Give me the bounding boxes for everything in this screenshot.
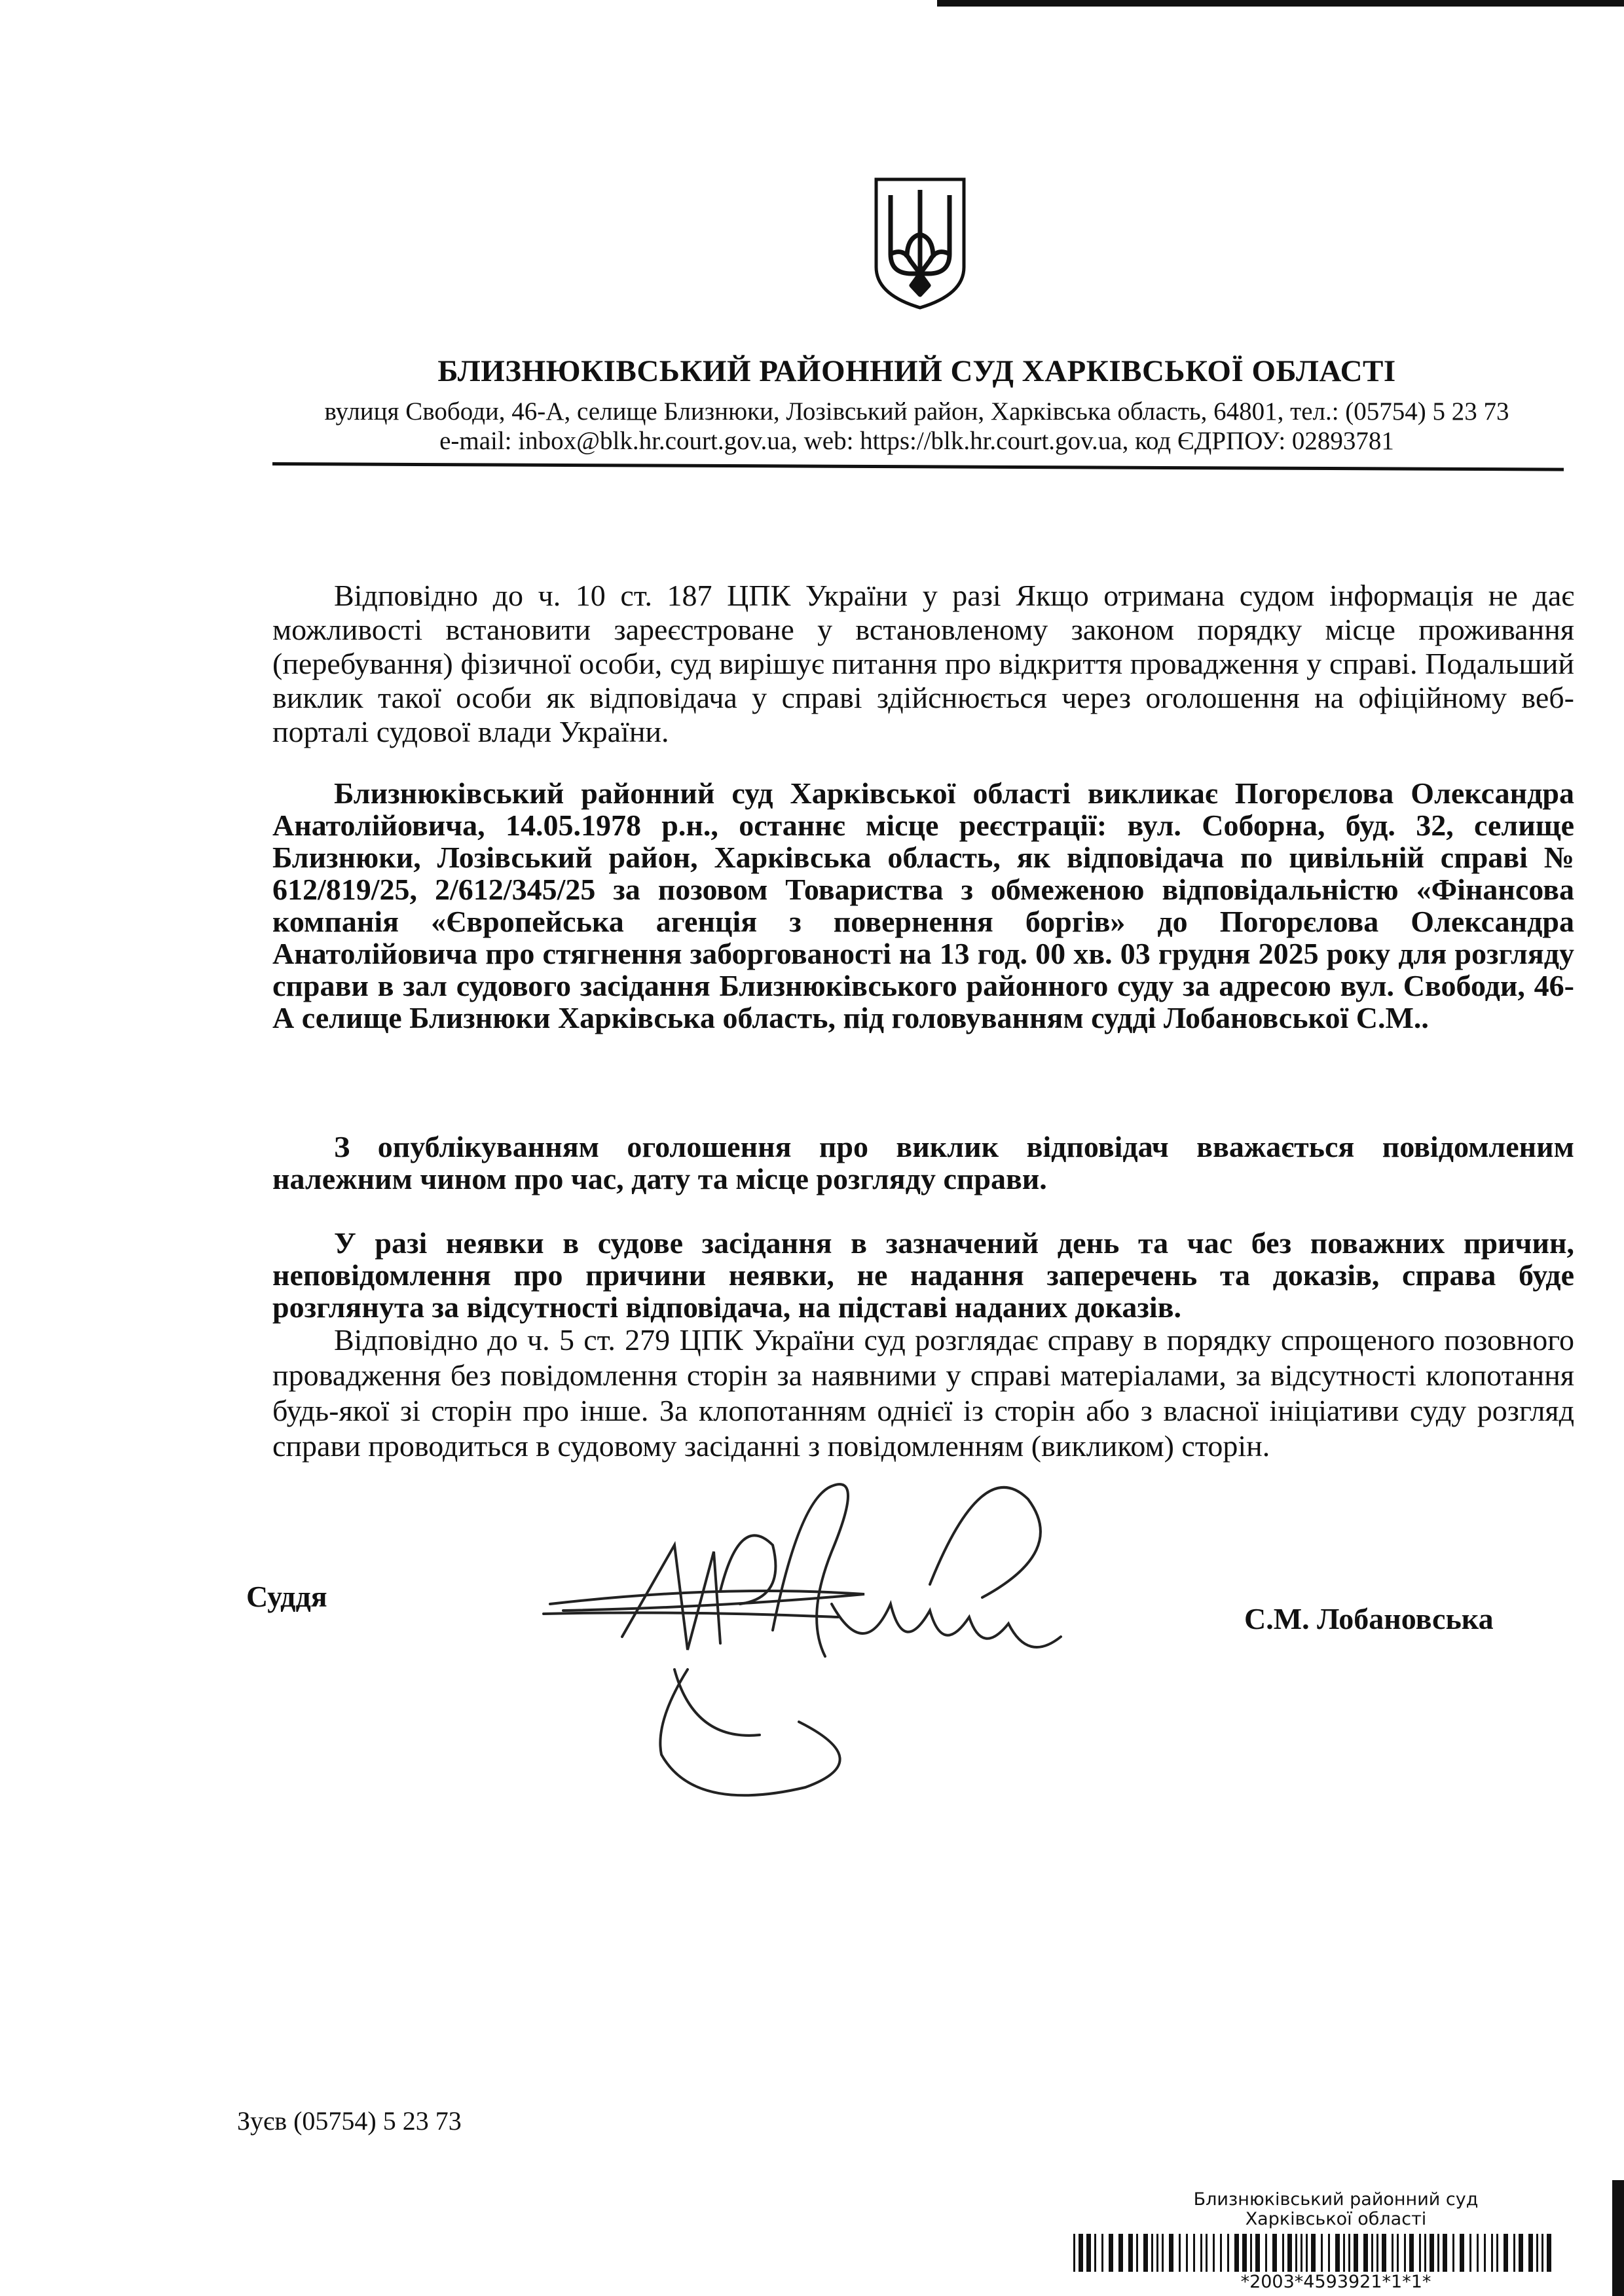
judge-name: С.М. Лобановська: [1244, 1602, 1494, 1635]
barcode-bar: [1169, 2234, 1173, 2272]
trident-emblem-icon: [871, 175, 969, 310]
barcode-bar: [1213, 2234, 1215, 2272]
barcode-bar: [1220, 2234, 1222, 2272]
barcode-bar: [1272, 2234, 1277, 2272]
paragraph-notice: З опублікуванням оголошення про виклик відповідач вважається повідомленим належним чином про час, дату та місце розгляду справи.: [272, 1130, 1574, 1195]
barcode-bar: [1151, 2234, 1153, 2272]
scan-edge-bar: [937, 0, 1624, 7]
barcode-bar: [1321, 2234, 1323, 2272]
barcode-bar: [1536, 2234, 1538, 2272]
barcode-bar: [1430, 2234, 1434, 2272]
court-address: вулиця Свободи, 46-А, селище Близнюки, Лозівський район, Харківська область, 64801, тел.: (05754) 5 23 73: [324, 397, 1509, 426]
barcode-bar: [1136, 2234, 1138, 2272]
barcode-bar: [1328, 2234, 1330, 2272]
barcode-bar: [1156, 2234, 1158, 2272]
barcode-bar: [1301, 2234, 1302, 2272]
court-title: БЛИЗНЮКІВСЬКИЙ РАЙОННИЙ СУД ХАРКІВСЬКОЇ ОБЛАСТІ: [437, 354, 1396, 388]
barcode-bar: [1504, 2234, 1508, 2272]
barcode-bar: [1404, 2234, 1406, 2272]
barcode-bar: [1265, 2234, 1267, 2272]
barcode-bar: [1541, 2234, 1543, 2272]
judge-label: Суддя: [246, 1580, 327, 1613]
barcode-bar: [1086, 2234, 1091, 2272]
barcode-bar: [1528, 2234, 1533, 2272]
barcode-bar: [1484, 2234, 1486, 2272]
barcode-bar: [1397, 2234, 1399, 2272]
barcode-bar: [1519, 2234, 1523, 2272]
barcode-bar: [1143, 2234, 1148, 2272]
barcode-bar: [1186, 2234, 1188, 2272]
barcode-bar: [1382, 2234, 1386, 2272]
barcode-bar: [1079, 2234, 1083, 2272]
barcode-bar: [1469, 2234, 1471, 2272]
barcode-bar: [1287, 2234, 1292, 2272]
barcode-bar: [1118, 2234, 1123, 2272]
barcode-bar: [1227, 2234, 1229, 2272]
barcode: [1073, 2234, 1552, 2272]
barcode-bar: [1371, 2234, 1373, 2272]
barcode-bar: [1392, 2234, 1393, 2272]
barcode-bar: [1234, 2234, 1239, 2272]
barcode-bar: [1311, 2234, 1316, 2272]
paragraph-absence: У разі неявки в судове засідання в зазначений день та час без поважних причин, неповідомлення про причини неявки, не надання заперечень та доказів, справа буде розглянута за відсутності відповідача, на підставі наданих доказів.: [272, 1226, 1574, 1324]
barcode-bar: [1443, 2234, 1447, 2272]
barcode-bar: [1354, 2234, 1358, 2272]
barcode-bar: [1343, 2234, 1345, 2272]
barcode-bar: [1376, 2234, 1378, 2272]
paragraph-legal-basis: Відповідно до ч. 10 ст. 187 ЦПК України у разі Якщо отримана судом інформація не дає можливості встановити зареєстроване у встановленому законом порядку місце проживання (перебування) фізичної особи, суд вирішує питання про відкриття провадження у справі. Подальший виклик такої особи як відповідача у справі здійснюється через оголошення на офіційному веб-порталі судової влади України.: [272, 579, 1574, 748]
barcode-bar: [1109, 2234, 1113, 2272]
barcode-bar: [1242, 2234, 1247, 2272]
barcode-bar: [1547, 2234, 1551, 2272]
barcode-bar: [1452, 2234, 1454, 2272]
barcode-bar: [1162, 2234, 1164, 2272]
barcode-number: *2003*4593921*1*1*: [1240, 2272, 1431, 2292]
barcode-bar: [1073, 2234, 1075, 2272]
barcode-bar: [1419, 2234, 1421, 2272]
handwritten-signature: [524, 1473, 1126, 1820]
barcode-bar: [1250, 2234, 1252, 2272]
barcode-bar: [1255, 2234, 1260, 2272]
barcode-bar: [1179, 2234, 1181, 2272]
barcode-bar: [1094, 2234, 1096, 2272]
barcode-bar: [1282, 2234, 1284, 2272]
barcode-bar: [1460, 2234, 1464, 2272]
barcode-bar: [1335, 2234, 1340, 2272]
barcode-bar: [1424, 2234, 1426, 2272]
barcode-bar: [1348, 2234, 1350, 2272]
executor-contact: Зуєв (05754) 5 23 73: [237, 2106, 462, 2136]
stamp-court-region: Харківської області: [1245, 2209, 1427, 2229]
barcode-bar: [1101, 2234, 1103, 2272]
paragraph-summons: Близнюківський районний суд Харківської області викликає Погорєлова Олександра Анатолійовича, 14.05.1978 р.н., останнє місце реєстрації: вул. Соборна, буд. 32, селище Близнюки, Лозівський район, Харківська область, як відповідача по цивільній справі № 612/819/25, 2/612/345/25 за позовом Товариства з обмеженою відповідальністю «Фінансова компанія «Європейська агенція з повернення боргів» до Погорєлова Олександра Анатолійовича про стягнення заборгованості на 13 год. 00 хв. 03 грудня 2025 року для розгляду справи в зал судового засідання Близнюківського районного суду за адресою вул. Свободи, 46-А селище Близнюки Харківська область, під головуванням судді Лобановської С.М..: [272, 776, 1574, 1034]
barcode-bar: [1200, 2234, 1202, 2272]
scan-edge-strip: [1612, 2180, 1624, 2296]
header-divider: [272, 462, 1564, 471]
barcode-bar: [1496, 2234, 1498, 2272]
barcode-bar: [1409, 2234, 1414, 2272]
barcode-bar: [1513, 2234, 1515, 2272]
barcode-bar: [1477, 2234, 1479, 2272]
barcode-bar: [1295, 2234, 1297, 2272]
barcode-bar: [1363, 2234, 1368, 2272]
barcode-bar: [1491, 2234, 1493, 2272]
stamp-court-name: Близнюківський районний суд: [1193, 2189, 1479, 2210]
barcode-bar: [1437, 2234, 1439, 2272]
barcode-bar: [1193, 2234, 1195, 2272]
court-contacts: e-mail: inbox@blk.hr.court.gov.ua, web: https://blk.hr.court.gov.ua, код ЄДРПОУ: 02893781: [439, 427, 1394, 455]
barcode-bar: [1128, 2234, 1133, 2272]
barcode-bar: [1306, 2234, 1308, 2272]
barcode-bar: [1206, 2234, 1208, 2272]
paragraph-procedure: Відповідно до ч. 5 ст. 279 ЦПК України суд розглядає справу в порядку спрощеного позовного провадження без повідомлення сторін за наявними у справі матеріалами, за відсутності клопотання будь-якої зі сторін про інше. За клопотанням однієї із сторін або з власної ініціативи суду розгляд справи проводиться в судовому засіданні з повідомленням (викликом) сторін.: [272, 1323, 1574, 1463]
